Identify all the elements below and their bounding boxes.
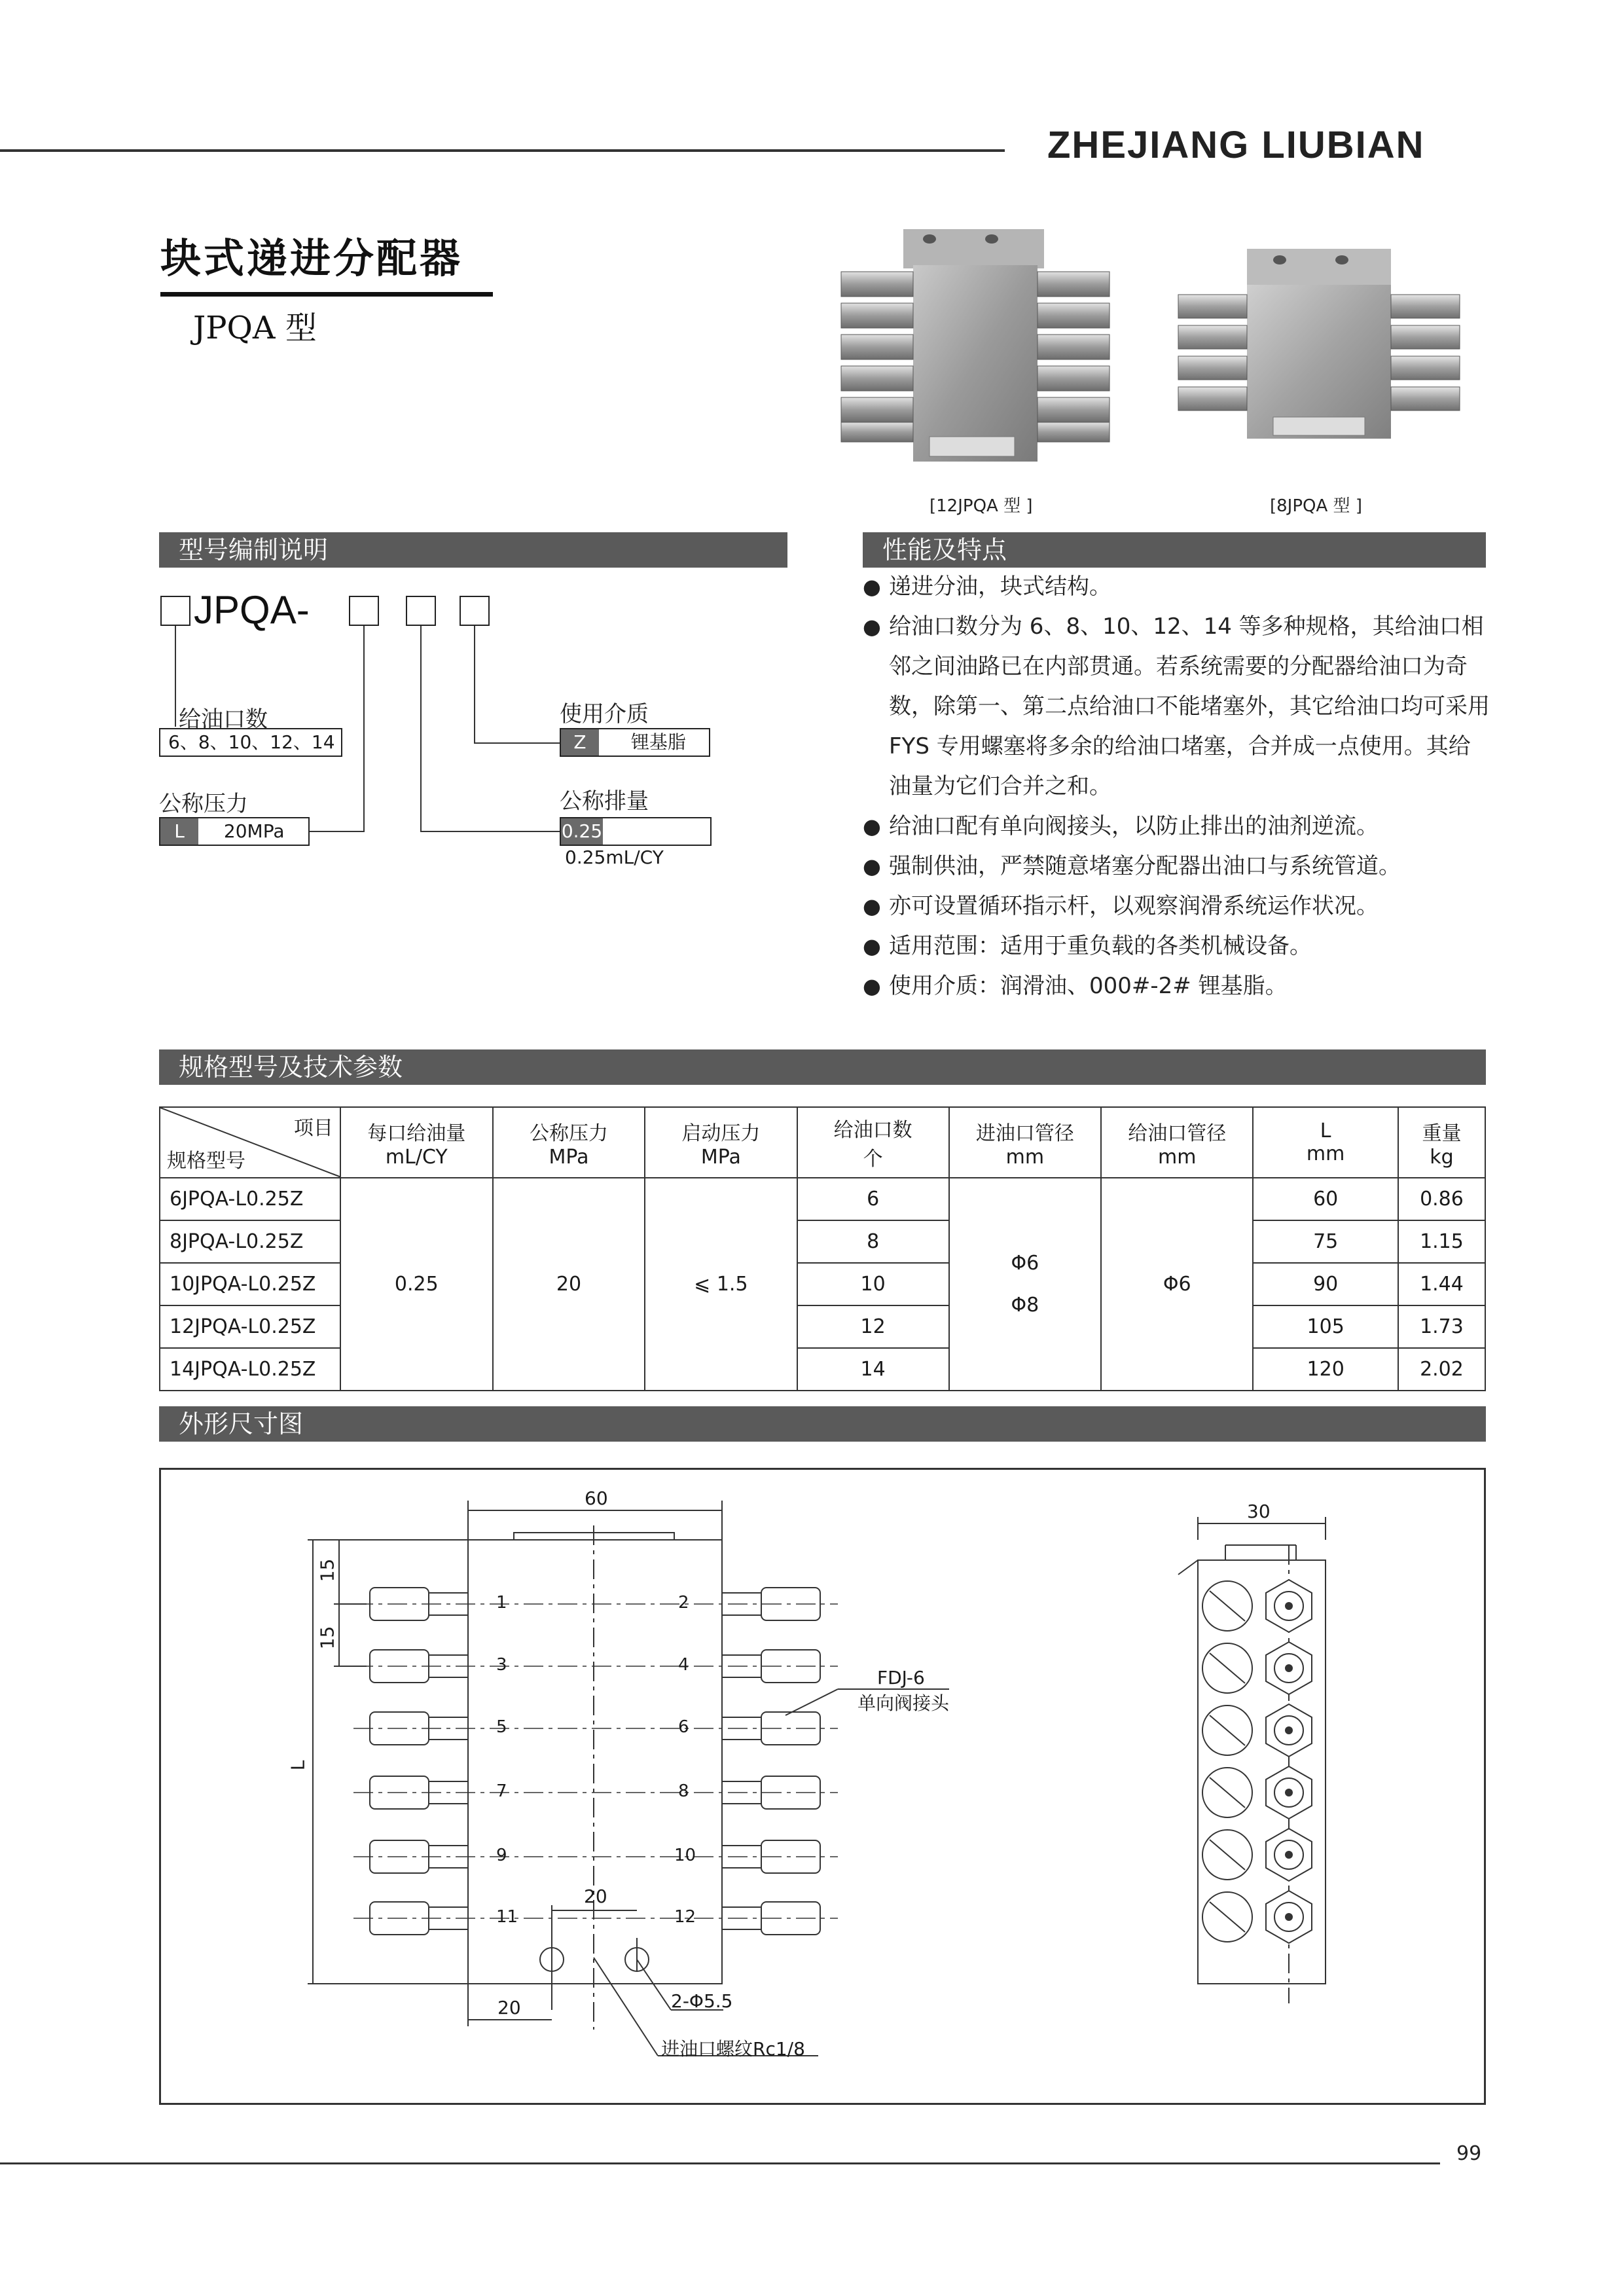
dim-edge-offset-20: 20 — [497, 1997, 521, 2018]
valve-code-label: FDJ-6 — [877, 1667, 925, 1688]
cell-weight: 0.86 — [1398, 1178, 1485, 1220]
cell-flow: 0.25 — [340, 1178, 493, 1391]
dim-width-60: 60 — [585, 1487, 608, 1509]
outlets-values: 6、8、10、12、14 — [168, 731, 335, 753]
feature-item: ● 使用介质：润滑油、000#-2# 锂基脂。 — [863, 966, 1491, 1006]
header-start-pressure: 启动压力 MPa — [645, 1107, 797, 1178]
dim-pitch-15-a: 15 — [316, 1558, 338, 1582]
cell-outlets: 6 — [797, 1178, 949, 1220]
cell-outlets: 14 — [797, 1348, 949, 1391]
pressure-value: 20MPa — [223, 820, 285, 842]
feature-item: ● 强制供油，严禁随意堵塞分配器出油口与系统管道。 — [863, 847, 1491, 886]
port-number: 7 — [496, 1781, 507, 1801]
cell-outlets: 12 — [797, 1305, 949, 1348]
photo-caption-8jpqa: [8JPQA 型 ] — [1270, 496, 1362, 516]
feature-item: ● 给油口数分为 6、8、10、12、14 等多种规格，其给油口相邻之间油路已在内部贯通。若系统需要的分配器给油口为奇数，除第一、第二点给油口不能堵塞外，其它给油口均可采用 FYS 专用螺塞将多余的给油口堵塞，合并成一点使用。其给油量为它们合并之和。 — [863, 607, 1491, 807]
feature-item: ● 给油口配有单向阀接头，以防止排出的油剂逆流。 — [863, 807, 1491, 847]
cell-weight: 1.15 — [1398, 1220, 1485, 1263]
port-number: 8 — [678, 1781, 689, 1801]
port-number: 3 — [496, 1655, 507, 1675]
photo-caption-12jpqa: [12JPQA 型 ] — [929, 496, 1033, 516]
displacement-label: 公称排量 — [560, 788, 649, 814]
cell-start-pressure: ⩽ 1.5 — [645, 1178, 797, 1391]
cell-model: 10JPQA-L0.25Z — [160, 1263, 340, 1305]
footer-rule — [0, 2162, 1440, 2164]
header-inlet-dia: 进油口管径 mm — [949, 1107, 1101, 1178]
dim-length-L: L — [287, 1760, 309, 1771]
code-prefix: JPQA- — [194, 588, 310, 632]
header-pressure: 公称压力 MPa — [493, 1107, 645, 1178]
port-number: 5 — [496, 1717, 507, 1737]
outlets-label: 给油口数 — [179, 706, 268, 733]
pressure-code: L — [160, 818, 198, 845]
feature-item: ● 适用范围：适用于重负载的各类机械设备。 — [863, 926, 1491, 966]
cell-length: 60 — [1253, 1178, 1398, 1220]
valve-name-label: 单向阀接头 — [857, 1692, 950, 1714]
holes-label: 2-Φ5.5 — [671, 1990, 733, 2012]
cell-model: 14JPQA-L0.25Z — [160, 1348, 340, 1391]
port-number: 12 — [674, 1907, 696, 1927]
port-number: 1 — [496, 1593, 507, 1613]
section-bar-dimensions: 外形尺寸图 — [159, 1406, 1486, 1442]
cell-model: 8JPQA-L0.25Z — [160, 1220, 340, 1263]
page-subtitle: JPQA 型 — [193, 310, 317, 346]
page-number: 99 — [1456, 2142, 1482, 2165]
page-title: 块式递进分配器 — [160, 234, 463, 282]
port-number: 6 — [678, 1717, 689, 1737]
section-bar-model-code: 型号编制说明 — [159, 532, 787, 568]
cell-length: 105 — [1253, 1305, 1398, 1348]
header-outlet-dia: 给油口管径 mm — [1101, 1107, 1253, 1178]
section-bar-specs: 规格型号及技术参数 — [159, 1049, 1486, 1085]
medium-value: 锂基脂 — [630, 731, 686, 753]
cell-length: 90 — [1253, 1263, 1398, 1305]
cell-weight: 1.44 — [1398, 1263, 1485, 1305]
medium-code: Z — [561, 729, 599, 756]
cell-outlets: 10 — [797, 1263, 949, 1305]
dim-hole-spacing-20: 20 — [584, 1886, 607, 1907]
port-number: 2 — [678, 1593, 689, 1613]
cell-inlet-dia: Φ6 Φ8 — [949, 1178, 1101, 1391]
corner-bottom-label: 规格型号 — [167, 1150, 245, 1173]
cell-length: 75 — [1253, 1220, 1398, 1263]
cell-pressure: 20 — [493, 1178, 645, 1391]
header-weight: 重量 kg — [1398, 1107, 1485, 1178]
section-bar-features: 性能及特点 — [863, 532, 1486, 568]
brand-name: ZHEJIANG LIUBIAN — [1047, 124, 1425, 166]
cell-weight: 2.02 — [1398, 1348, 1485, 1391]
port-number: 11 — [496, 1907, 518, 1927]
port-number: 4 — [678, 1655, 689, 1675]
medium-label: 使用介质 — [560, 701, 649, 727]
cell-model: 12JPQA-L0.25Z — [160, 1305, 340, 1348]
cell-model: 6JPQA-L0.25Z — [160, 1178, 340, 1220]
port-number: 10 — [674, 1846, 696, 1865]
displacement-value: 0.25mL/CY — [565, 847, 664, 868]
dim-pitch-15-b: 15 — [316, 1626, 338, 1650]
dim-side-width-30: 30 — [1247, 1501, 1271, 1522]
cell-weight: 1.73 — [1398, 1305, 1485, 1348]
cell-outlet-dia: Φ6 — [1101, 1178, 1253, 1391]
inlet-thread-label: 进油口螺纹Rc1/8 — [661, 2038, 805, 2060]
feature-item: ● 递进分油，块式结构。 — [863, 567, 1491, 607]
cell-length: 120 — [1253, 1348, 1398, 1391]
corner-top-label: 项目 — [293, 1117, 333, 1140]
port-number: 9 — [496, 1846, 507, 1865]
header-outlets: 给油口数 个 — [797, 1107, 949, 1178]
cell-outlets: 8 — [797, 1220, 949, 1263]
pressure-label: 公称压力 — [159, 791, 248, 817]
feature-item: ● 亦可设置循环指示杆，以观察润滑系统运作状况。 — [863, 886, 1491, 926]
displacement-code: 0.25 — [561, 818, 603, 845]
header-length: L mm — [1253, 1107, 1398, 1178]
header-flow: 每口给油量 mL/CY — [340, 1107, 493, 1178]
